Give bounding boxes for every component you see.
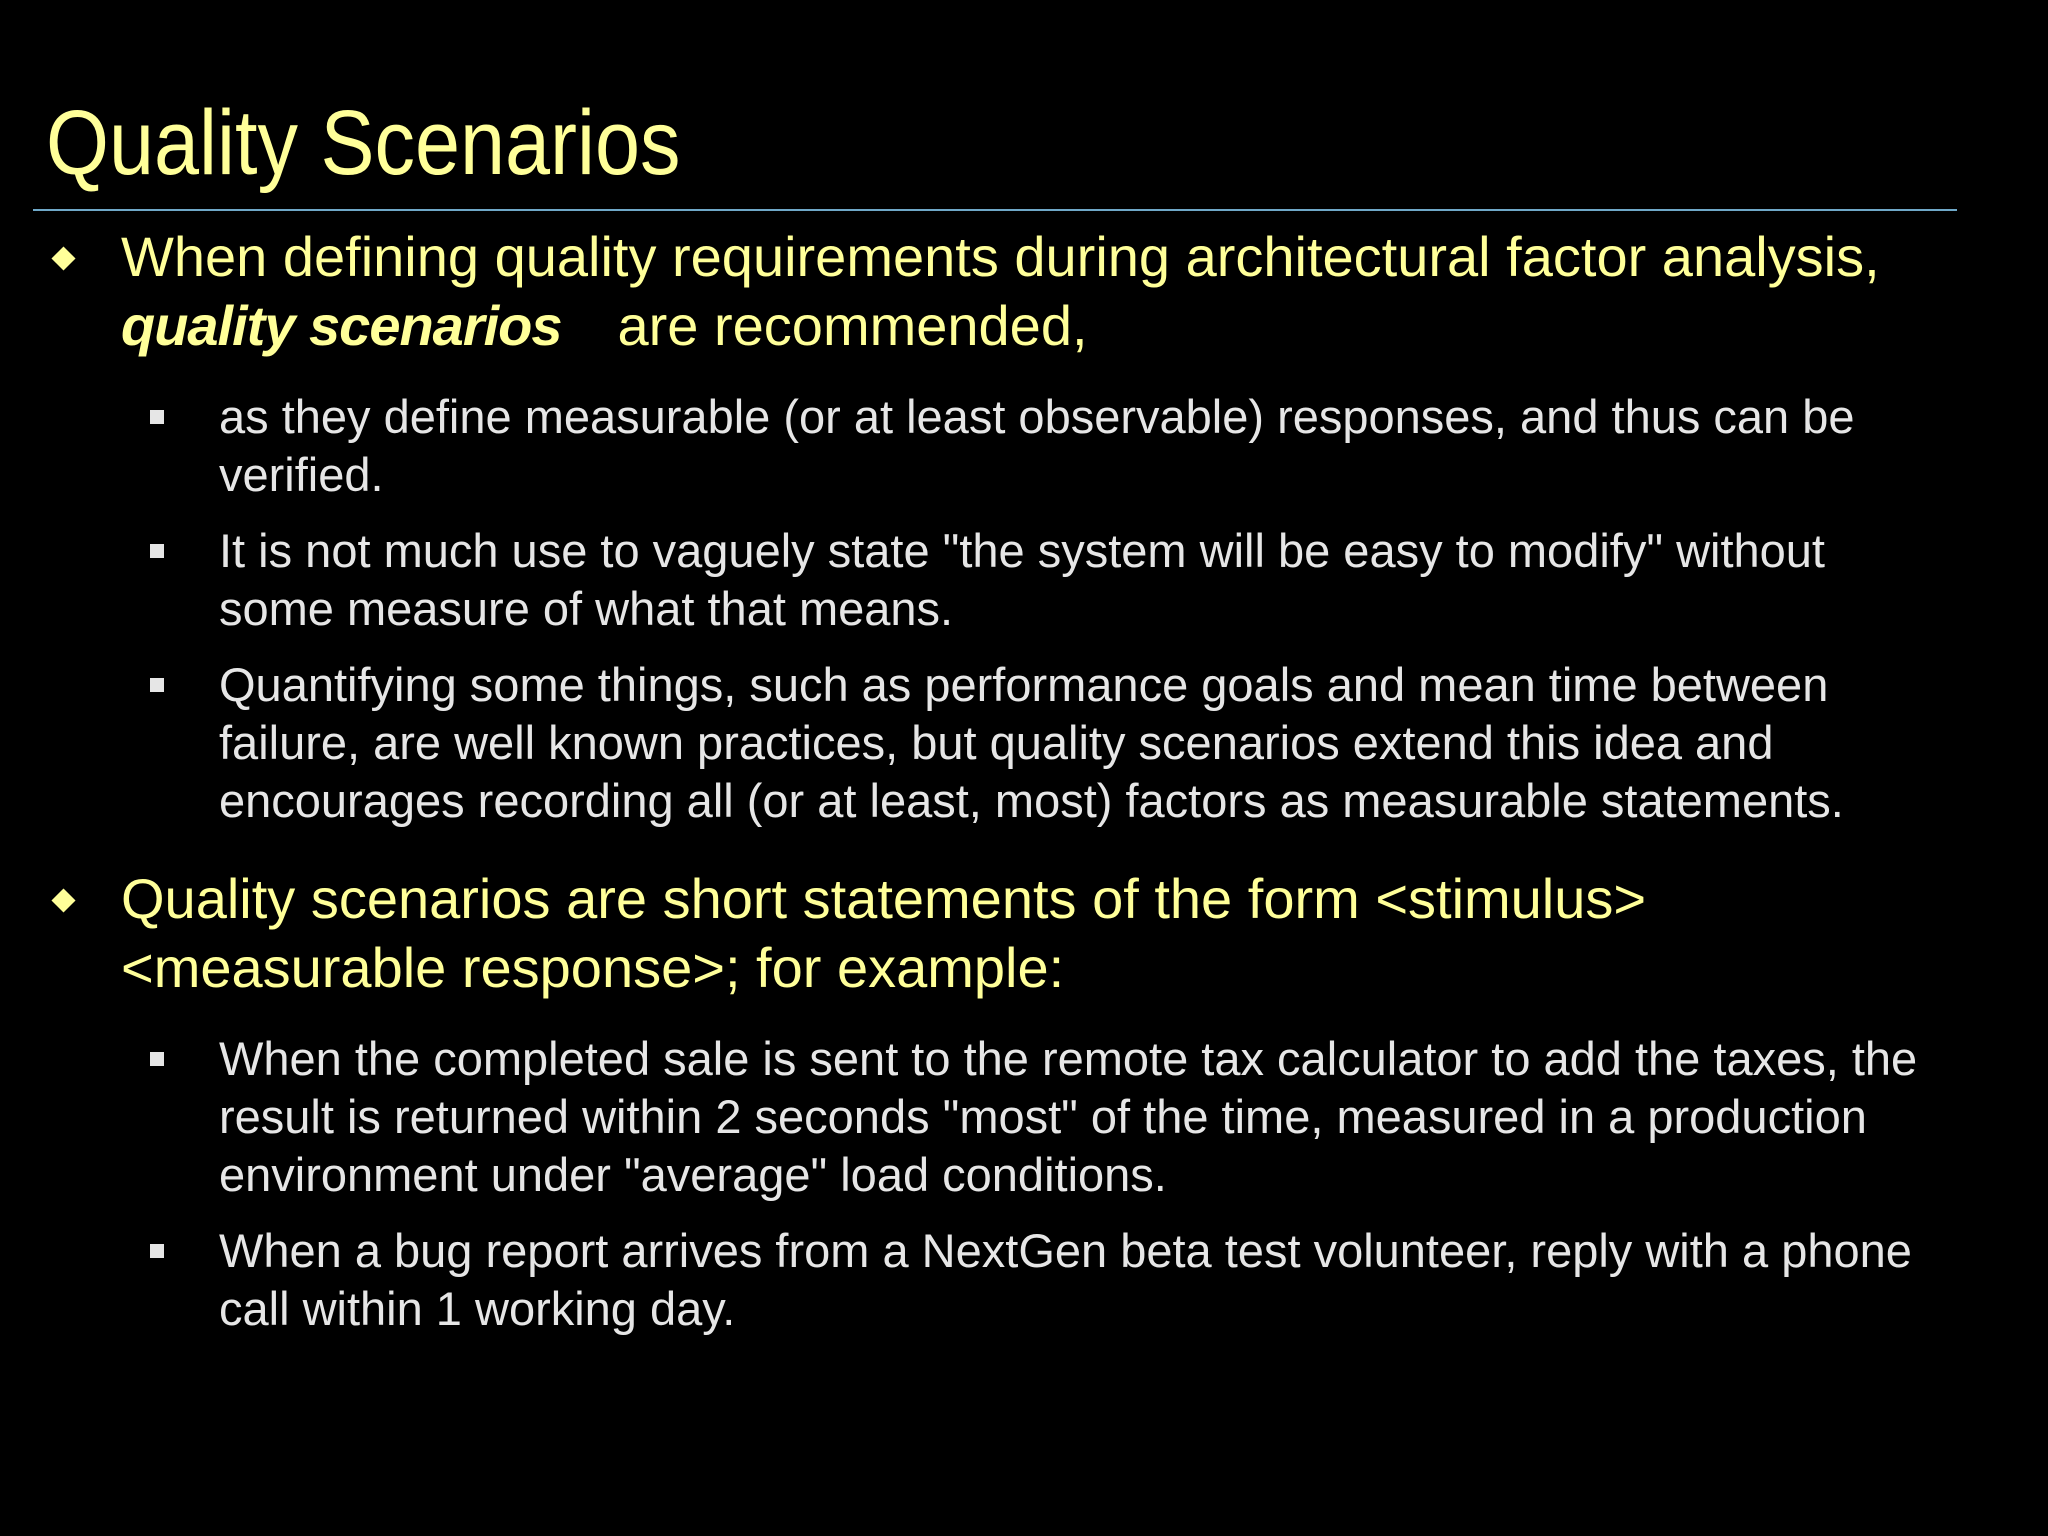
slide-title: Quality Scenarios [46,92,681,194]
title-divider [33,209,1957,211]
sub-bullet-1-1 [219,388,1939,504]
sub-bullet-1-2-text: It is not much use to vaguely state "the system will be easy to modify" without some measure of what that means. [219,524,1825,635]
square-bullet-icon [150,1052,164,1066]
sub-bullet-1-2 [219,522,1939,638]
sub-bullet-2-1-text: When the completed sale is sent to the remote tax calculator to add the taxes, the result is returned within 2 seconds "most" of the time, measured in a production environment under "average" load conditions. [219,1032,1918,1201]
bullet-2 [121,864,1941,1002]
sub-bullet-2-2-text: When a bug report arrives from a NextGen beta test volunteer, reply with a phone call within 1 working day. [219,1224,1912,1335]
sub-bullet-1-3 [219,656,1939,830]
square-bullet-icon [150,678,164,692]
bullet-1-text-after: are recommended, [617,294,1088,357]
diamond-bullet-icon [51,888,75,912]
sub-bullet-2-1 [219,1030,1939,1204]
square-bullet-icon [150,410,164,424]
sub-bullet-1-1-text: as they define measurable (or at least observable) responses, and thus can be verified. [219,390,1855,501]
diamond-bullet-icon [51,246,75,270]
bullet-1-emphasis: quality scenarios [121,294,562,357]
bullet-1-text: When defining quality requirements during architectural factor analysis, [121,225,1880,288]
slide-content [0,222,2048,1338]
sub-bullet-2-2 [219,1222,1939,1338]
square-bullet-icon [150,544,164,558]
square-bullet-icon [150,1244,164,1258]
sub-bullet-1-3-text: Quantifying some things, such as performance goals and mean time between failure, are well known practices, but quality scenarios extend this idea and encourages recording all (or at least, most) factors as measurable statements. [219,658,1844,827]
bullet-1 [121,222,1941,360]
bullet-2-text: Quality scenarios are short statements of the form <stimulus> <measurable response>; for example: [121,867,1647,999]
